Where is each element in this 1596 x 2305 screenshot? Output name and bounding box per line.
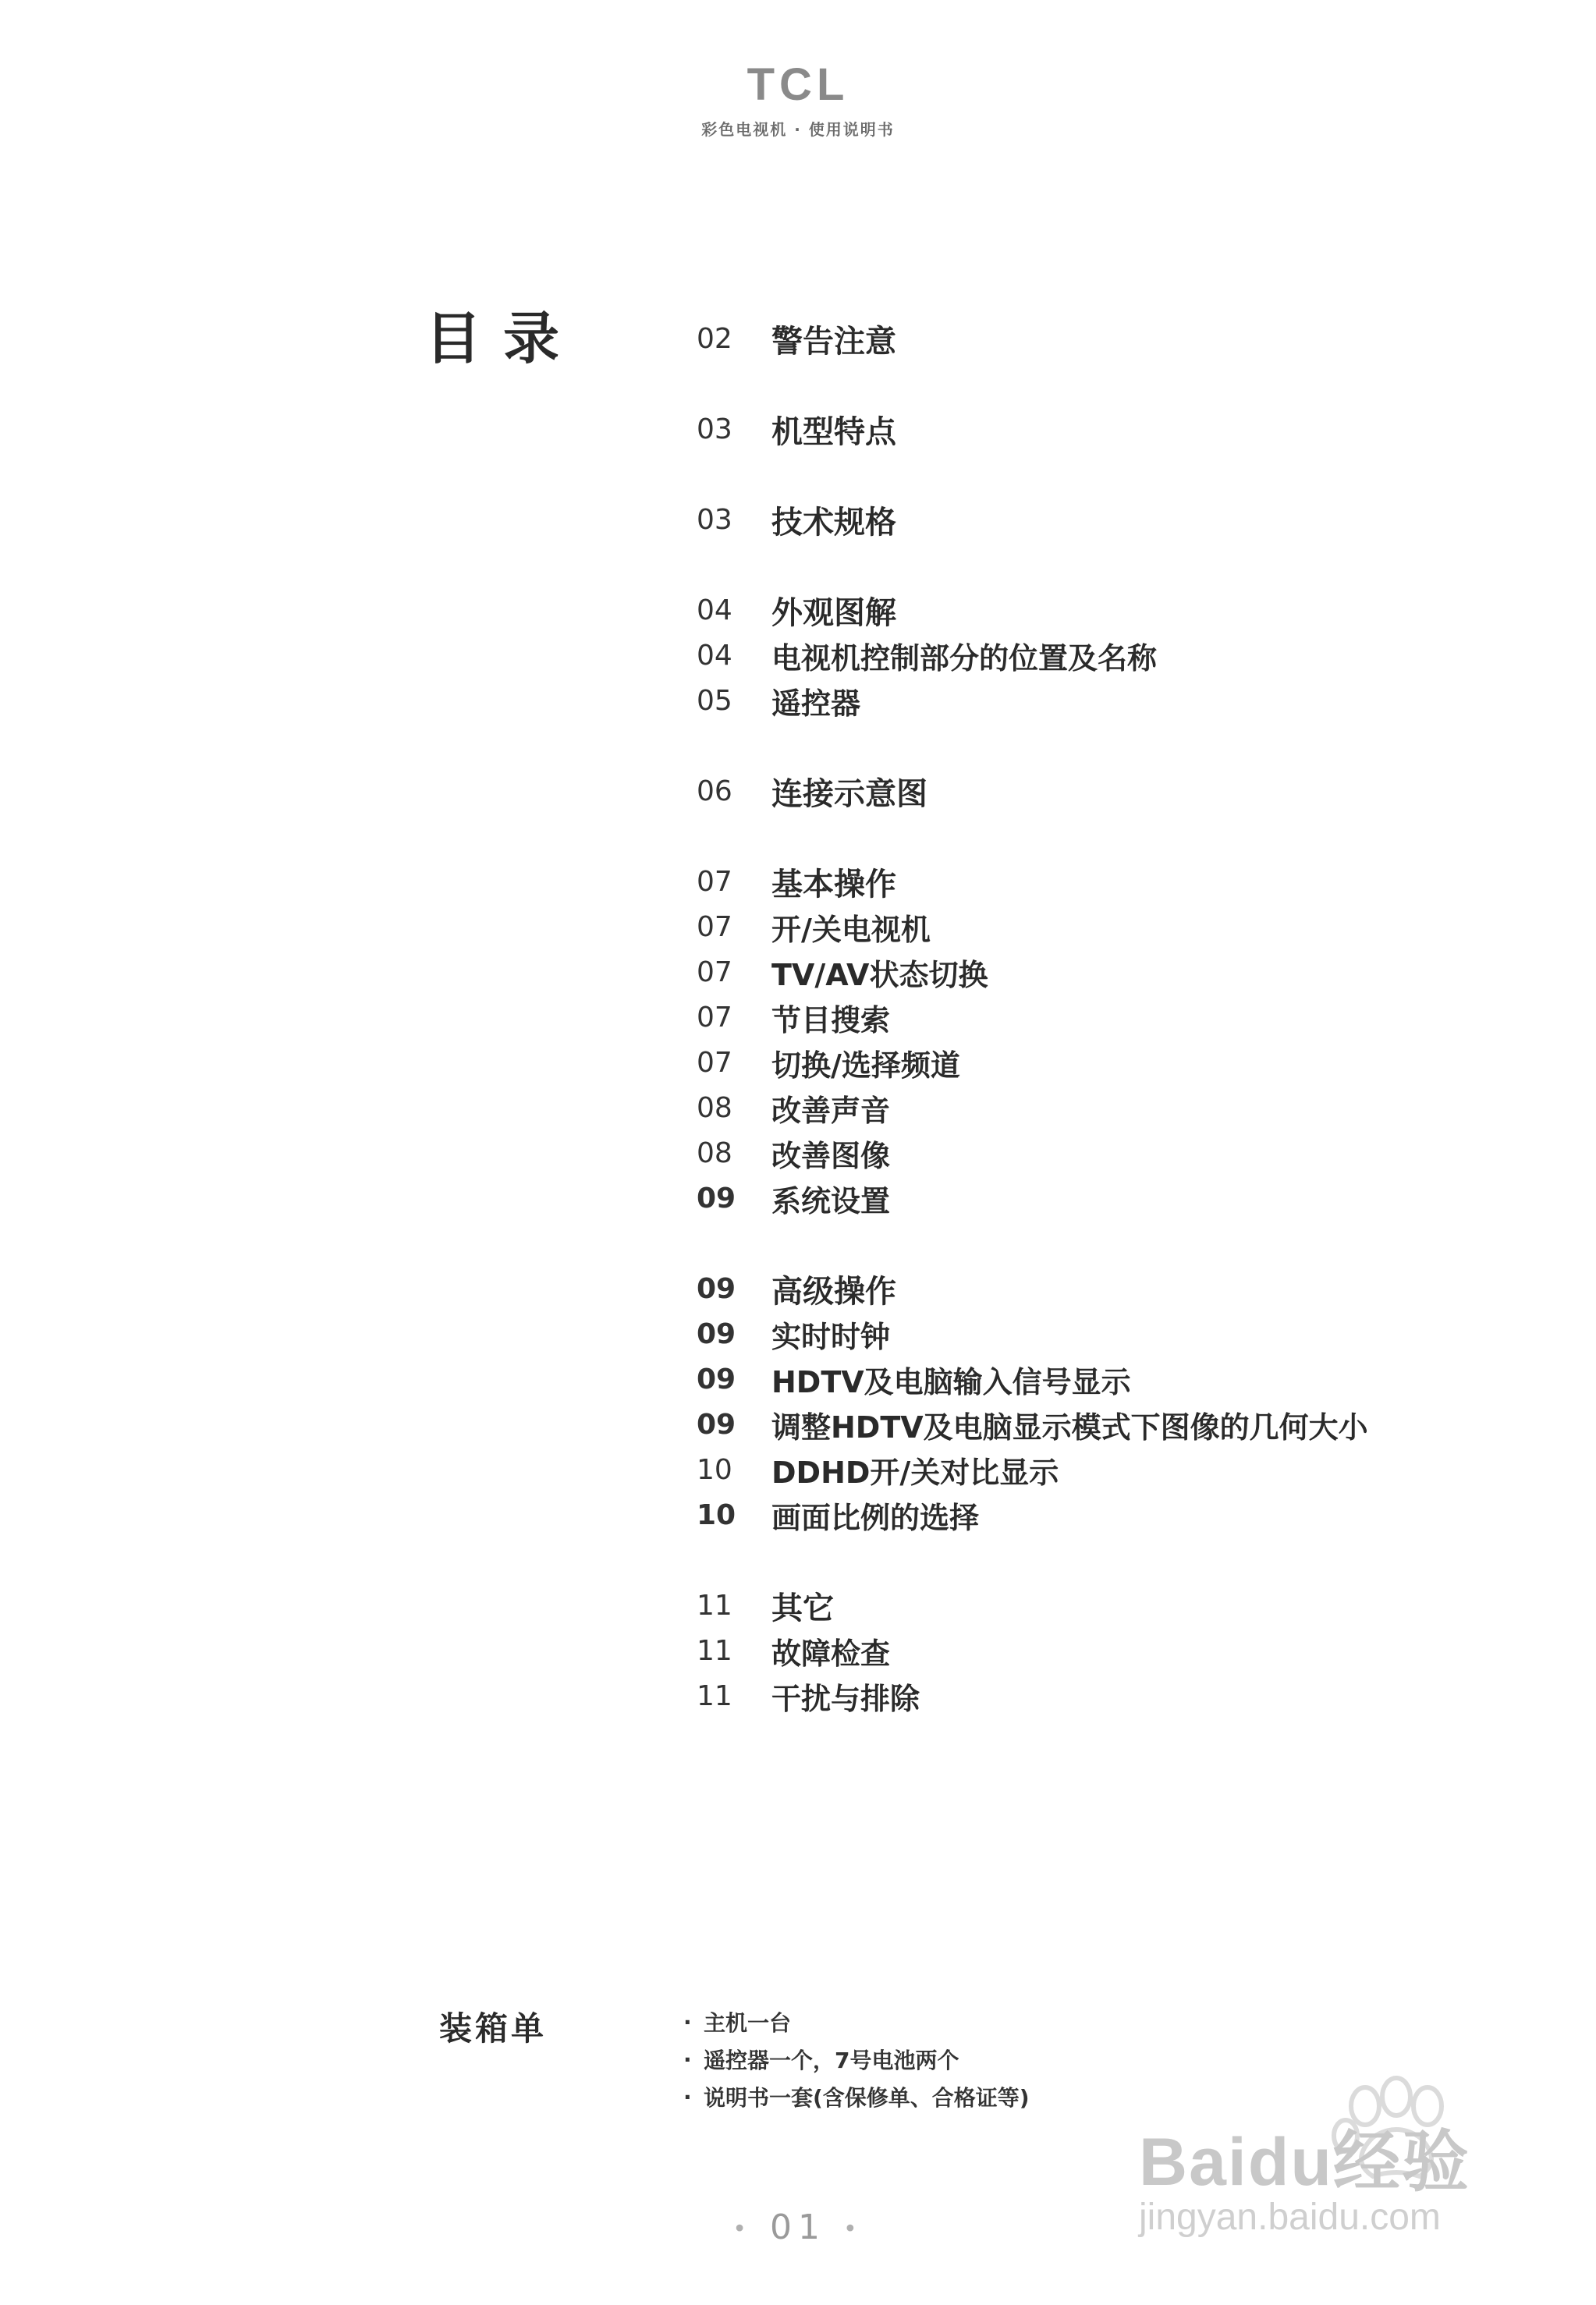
toc-subentry — [697, 1130, 1555, 1176]
toc-subentry — [697, 1402, 1555, 1447]
toc-page-number: 06 — [697, 775, 732, 807]
toc-label: 外观图解 — [771, 594, 896, 631]
toc-subentry — [697, 1311, 1555, 1356]
toc-title: 目录 — [425, 306, 582, 371]
toc-heading — [697, 1266, 1555, 1311]
page-header — [0, 59, 1596, 140]
toc-page-number: 02 — [697, 322, 732, 355]
toc-label: 调整HDTV及电脑显示模式下图像的几何大小 — [771, 1410, 1368, 1445]
toc-page-number: 11 — [697, 1679, 732, 1712]
toc-page-number: 04 — [697, 594, 732, 626]
packing-list-item — [683, 2041, 1030, 2078]
toc-group — [697, 1266, 1555, 1537]
manual-subtitle: 彩色电视机 · 使用说明书 — [701, 120, 895, 139]
toc-subentry — [697, 1492, 1555, 1537]
toc-page-number: 08 — [697, 1091, 732, 1124]
toc-label: 遥控器 — [771, 686, 861, 721]
toc-page-number: 10 — [697, 1453, 732, 1486]
toc-subentry — [697, 633, 1555, 678]
watermark-url: jingyan.baidu.com — [1139, 2197, 1441, 2238]
toc-page-number: 09 — [697, 1182, 736, 1215]
toc-page-number: 07 — [697, 865, 732, 898]
toc-label: 故障检查 — [771, 1636, 891, 1671]
packing-list-title: 装箱单 — [439, 2009, 548, 2048]
toc-group — [697, 406, 1555, 452]
packing-list-item — [683, 2003, 1030, 2041]
page-number-dot-left: • — [732, 2215, 753, 2243]
packing-list-item-text: 主机一台 — [704, 2010, 792, 2036]
toc-group — [697, 316, 1555, 361]
toc-label: 实时时钟 — [771, 1319, 891, 1354]
toc-page-number: 05 — [697, 684, 732, 717]
toc-group — [697, 497, 1555, 542]
packing-list-item-text: 遥控器一个，7号电池两个 — [704, 2048, 959, 2073]
toc-label: 画面比例的选择 — [771, 1500, 980, 1535]
packing-list-item-text: 说明书一套(含保修单、合格证等) — [704, 2085, 1030, 2111]
toc-subentry — [697, 678, 1555, 723]
toc-page-number: 07 — [697, 1001, 732, 1034]
toc-page-number: 10 — [697, 1498, 736, 1531]
watermark-logo-text: Baidu经验 — [1139, 2125, 1470, 2200]
toc-label: 基本操作 — [771, 866, 896, 902]
toc-page-number: 09 — [697, 1408, 736, 1441]
toc-page-number: 11 — [697, 1634, 732, 1667]
toc-label: 切换/选择频道 — [771, 1048, 960, 1083]
toc-page-number: 09 — [697, 1363, 736, 1395]
page-number-value: 01 — [770, 2207, 826, 2247]
toc-label: DDHD开/关对比显示 — [771, 1455, 1059, 1490]
toc-page-number: 11 — [697, 1589, 732, 1622]
toc-heading — [697, 587, 1555, 633]
toc-label: 技术规格 — [771, 504, 896, 541]
toc-label: 系统设置 — [771, 1183, 891, 1218]
toc-page-number: 07 — [697, 1046, 732, 1079]
packing-list-item — [683, 2078, 1030, 2115]
bullet-icon: · — [683, 2083, 692, 2110]
toc-label: 其它 — [771, 1590, 834, 1626]
tcl-logo: TCL — [747, 59, 849, 110]
toc-subentry — [697, 1673, 1555, 1718]
table-of-contents — [697, 316, 1555, 1764]
toc-subentry — [697, 995, 1555, 1040]
toc-label: 干扰与排除 — [771, 1681, 920, 1716]
toc-subentry — [697, 904, 1555, 949]
toc-heading — [697, 406, 1555, 452]
toc-label: 机型特点 — [771, 413, 896, 450]
packing-list — [683, 2003, 1030, 2115]
toc-label: TV/AV状态切换 — [771, 957, 988, 992]
toc-group — [697, 768, 1555, 814]
toc-subentry — [697, 1356, 1555, 1402]
toc-page-number: 09 — [697, 1317, 736, 1350]
toc-page-number: 03 — [697, 413, 732, 445]
bullet-icon: · — [683, 2009, 692, 2035]
toc-subentry — [697, 1085, 1555, 1130]
toc-page-number: 03 — [697, 503, 732, 536]
toc-subentry — [697, 1040, 1555, 1085]
toc-heading — [697, 768, 1555, 814]
toc-label: 警告注意 — [771, 323, 896, 360]
toc-heading — [697, 859, 1555, 904]
toc-page-number: 09 — [697, 1272, 736, 1305]
toc-page-number: 04 — [697, 639, 732, 672]
toc-label: 电视机控制部分的位置及名称 — [771, 640, 1158, 676]
toc-label: HDTV及电脑输入信号显示 — [771, 1364, 1131, 1399]
toc-page-number: 08 — [697, 1137, 732, 1169]
toc-label: 连接示意图 — [771, 775, 927, 812]
bullet-icon: · — [683, 2046, 692, 2073]
toc-subentry — [697, 949, 1555, 995]
toc-page-number: 07 — [697, 956, 732, 988]
toc-group — [697, 587, 1555, 723]
toc-heading — [697, 497, 1555, 542]
toc-group — [697, 859, 1555, 1221]
toc-subentry — [697, 1447, 1555, 1492]
toc-page-number: 07 — [697, 910, 732, 943]
page-number-dot-right: • — [843, 2215, 864, 2243]
toc-label: 开/关电视机 — [771, 912, 931, 947]
toc-label: 高级操作 — [771, 1273, 896, 1310]
toc-group — [697, 1583, 1555, 1718]
toc-subentry — [697, 1176, 1555, 1221]
toc-label: 改善声音 — [771, 1093, 891, 1128]
toc-heading — [697, 316, 1555, 361]
toc-label: 改善图像 — [771, 1138, 891, 1173]
toc-subentry — [697, 1628, 1555, 1673]
toc-label: 节目搜索 — [771, 1002, 891, 1037]
toc-heading — [697, 1583, 1555, 1628]
